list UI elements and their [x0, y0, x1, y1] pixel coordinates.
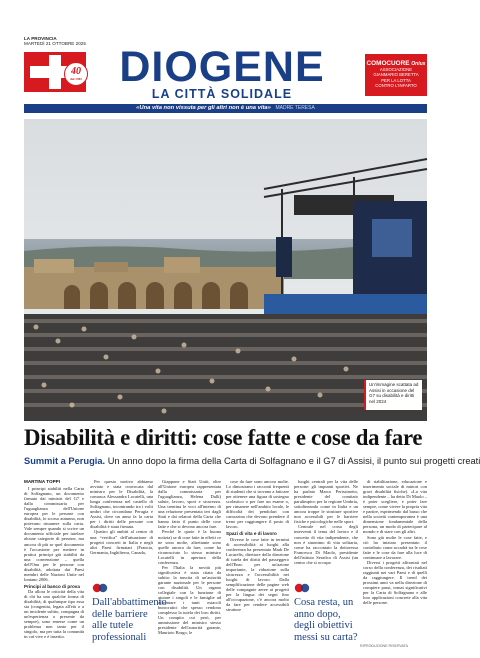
anniversary-caption: dal 1985	[70, 77, 82, 81]
quote-author: MADRE TERESA	[275, 105, 315, 111]
sponsor-name	[365, 60, 427, 67]
newspaper-name: LA PROVINCIA	[24, 36, 57, 41]
article-column-2	[90, 479, 153, 577]
quote-text: «Una vita non vissuta per gli altri non è una vita»	[136, 105, 271, 111]
issue-date: MARTEDÌ 21 OTTOBRE 2025	[24, 41, 86, 47]
pullquote-left: Dall'abbattimento delle barriere alle tutele professionali	[92, 597, 167, 643]
article-subheading: Principi al banco di prova	[24, 583, 80, 589]
article-subheading: Spazi di vita e di lavoro	[226, 531, 277, 537]
sponsor-name-suffix: Onlus	[411, 61, 426, 67]
article-paragraph: Perché le quote è la buona notizia) se di cose fatte in effetti ce ne sono molte, altrettante sono quelle ancora da fare, come ha riconosciuto lo stesso ministro Locatelli in apertura della conferenza.	[158, 529, 222, 565]
pullquote-right: Cosa resta, un anno dopo, degli obiettivi messi su carta?	[294, 597, 358, 643]
sponsor-line: CONTRO L'INFARTO	[375, 83, 417, 89]
article-column-4	[226, 479, 289, 638]
article-kicker: Summit a Perugia.	[24, 456, 106, 466]
article-paragraph: Giappone e Stati Uniti, oltre all'Unione europea rappresentata dalla commissaria per l'uguaglianza, Helena Dalli) salute, lavoro, sport e sicurezza. Una trentina le voci all'interno di una relazione presentata ieri dagli Stati e dai relatori della Carta che hanno fatto il punto delle cose fatte e che si devono ancora fare.	[158, 479, 221, 530]
article-paragraph: Per questo motivo abbiamo avviato e stata convocata dal ministro per le Disabilità, la comasca Alessandra Locatelli, una lunga conferenza nel castello di Solfagnano, incontrando tra i volti umbri che circondano Perugia e Assisi, dove un anno fa la carta per i diritti delle persone con disabilità è stata firmata.	[90, 479, 153, 530]
photo-caption: Un'immagine scattata ad Assisi in occasione del G7 su disabilità e diritti nel 2024	[364, 380, 422, 410]
masthead-title-text: DIOGENE	[119, 43, 325, 91]
pullquote-icon	[294, 581, 310, 595]
article-standfirst-text: Un anno dopo la firma della Carta di Solfagnano e il G7 di Assisi, il punto sui progetti creati	[107, 456, 480, 466]
anniversary-badge	[64, 62, 88, 86]
article-paragraph: Diversi i progetti affrontati nel corso della conferenza, dei risultati raggiunti nei vari Paesi e di quelli da raggiungere. Il trend dei prossimi anni va nella direzione di compiere passi, ormai significativi per la Carta di Solfagnano e alle loro applicazioni concrete alla vita delle persone.	[363, 559, 427, 606]
article-paragraph: luoghi centrali per la vita delle persone: gli impianti sportivi. Ne ha parlato Marco Perissinotto, presidente del comitato paralimpico per la regione Umbria, sottolineando come in Italia e un ancora troppe le strutture sportive non accessibili per le barriere fisiche e psicologiche nelle sport.	[294, 479, 358, 525]
article-paragraph: Diverse le cose fatte in termini di accessibilità ai luoghi alla conferenza ha presentato Mark De Lucarelis, direttore della direzione di tutela dei diritti del passeggero dell'Enac per un'azione importante, la riduzione sulla sicurezza e l'accessibilità nei luoghi di lavoro. Dalla semplificazione delle pagine web delle compagnie aeree ai progetti per la lingua dei segni fino all'occupazione, c'è ancora molto da fare per rendere accessibili strutture	[226, 536, 289, 613]
sponsor-line: PER LA LOTTA	[381, 77, 411, 83]
sponsor-line: ASSOCIAZIONE	[379, 67, 413, 72]
cross-bar-vertical	[49, 55, 61, 89]
masthead-quote	[24, 104, 427, 113]
article-column-1	[24, 486, 84, 640]
article-column-6	[363, 479, 427, 639]
sponsor-name-text: COMOCUORE	[366, 60, 410, 67]
newspaper-dateline	[24, 36, 86, 46]
article-headline: Disabilità e diritti: cose fatte e cose da fare	[24, 425, 423, 450]
pullquote-icon	[92, 581, 108, 595]
article-paragraph: di riabilitazione, educazione e inserimento sociale di minori con gravi disabilità fisiche). «La vita indipendente – ha detto Di Maolo – è poter scegliere, e poter fare sempre, come vivere la propria vita e partire, esprimendo dal basso che nella società contemporanea è una dimensione fondamentale della persona, un modo di partecipare al mondo e di stare con gli altri.	[363, 479, 427, 535]
article-paragraph: Per l'Italia la novità più significativa è stata citata da subito: la nascita di un'autorità garante nazionale per le persone con disabilità. Un organo collegiale con la funzione di aiutare i singoli e le famiglie ad affrontare i tanti ostacoli burocratici che spesso rendono complesso la tutela dei loro diritti. Un compito cui però, per ammissione del ministro stesso presidente dell'autorità garante, Maurizio Borgo, le	[158, 564, 221, 636]
anniversary-number: 40	[71, 66, 81, 77]
article-standfirst	[24, 455, 480, 467]
article-paragraph: cose da fare sono ancora molte. Lo dimostrano i racconti frequenti di studenti che si trovano a faticare per ottenere una figura di sostegno scolastico o per fare un esame o, per rimanere nell'ambito locale, le difficoltà dei pendolari con carrozzina che devono prendere il treno per raggiungere il posto di lavoro.	[226, 479, 289, 530]
sponsor-box	[365, 54, 427, 96]
event-photo-illustration	[24, 119, 427, 421]
article-paragraph: Quattro gli ambiti al centro di una “verifica” dell'attuazione di progetti concreti in Italia e negli altri Paesi firmatari (Francia, Germania, Inghilterra, Canada,	[90, 529, 153, 555]
article-column-3	[158, 479, 221, 638]
footer-credit: RIPRODUZIONE RISERVATA	[360, 644, 409, 648]
article-column-5	[294, 479, 358, 577]
author-byline: MARTINA TOPPI	[24, 479, 60, 484]
masthead-subtitle: LA CITTÀ SOLIDALE	[151, 87, 293, 101]
event-photo	[24, 119, 427, 421]
article-paragraph: I principi stabiliti nella Carta di Solfagnano, un documento firmato dai ministri del G7 e dalla commissaria per l'uguaglianza dell'Unione europea per le persone con disabilità, lo scorso autunno, non potevano rimanere sulla carta. Vale sempre quando si scrive un documento ufficiale per tutelare alcune categorie di persone, ma ancora di più se quel documento è l'occasione per mettere in pratica principi già stabiliti da una convenzione – quella dell'Onu per le persone con disabilità, adottata dai Paesi membri delle Nazioni Unite nel lontano 2006.	[24, 486, 84, 582]
sponsor-line: GIANMARIO BERETTA	[373, 72, 419, 78]
article-paragraph: Da allora le criticità della vita di chi ha una qualche forma di disabilità, di qualunque tipo essa sia (congenita, legata all'età o a un incidente subìto, compagna di un'esperienza o presente da sempre), sono emerse come un problema non tanto per il singolo, ma per tutta la comunità in cui vive e è inserito.	[24, 588, 84, 640]
article-paragraph: Centrale nel corso degli interventi il tema del lavoro e il concetto di vita indipendente, che non è sinonimo di vita solitaria, come ha raccontato la dottoressa Francesca Di Maolo, presidente dell'istituto Serafico di Assisi (un centro che si occupa	[294, 524, 358, 565]
masthead-title	[96, 44, 348, 90]
article-paragraph: Sono già molte le cose fatte, e ciò ha iniziato presentato il contributo come accadrà tra le cose fatte e le cose da fare alla luce di continuare a lavorare.	[363, 534, 427, 560]
